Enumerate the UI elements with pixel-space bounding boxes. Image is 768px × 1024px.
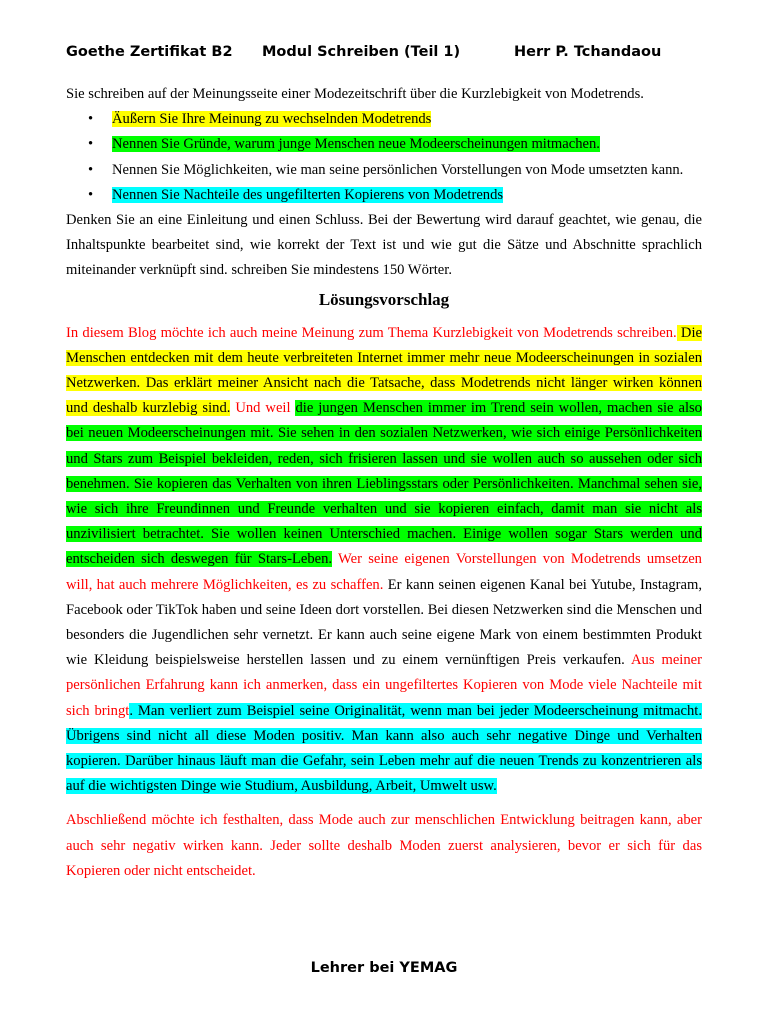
page-header [66,44,702,64]
task-bullet-text: Nennen Sie Nachteile des ungefilterten Kopierens von Modetrends [112,186,504,203]
task-bullet-text: Nennen Sie Gründe, warum junge Menschen neue Modeerscheinungen mitmachen. [112,136,600,153]
solution-point-3-text: Er kann seinen eigenen Kanal bei Yutube, Instagram, Facebook oder TikTok haben und seine Ideen dort vorstellen. Bei diesen Netzwerken sind die Menschen und besonders die Jugendlichen sehr vernetzt. Er kann auch seine eigene Mark von einem bestimmten Produkt wie Kleidung beispielsweise herstellen lassen und zu einem vernünftigen Preis verkaufen. [66,576,702,669]
task-bullet-item [112,183,702,208]
task-bullet-item [112,132,702,157]
solution-point-3-intro: Wer seine eigenen Vorstellungen von Modetrends umsetzen will, hat auch mehrere Möglichkeiten, es zu schaffen. [66,551,702,593]
solution-title: Lösungsvorschlag [318,289,450,309]
solution-point-1-text: Die Menschen entdecken mit dem heute verbreiteten Internet immer mehr neue Modeerscheinungen in sozialen Netzwerken. Das erklärt meiner Ansicht nach die Tatsache, dass Modetrends nicht länger wirken können und deshalb kurzlebig sind. [66,324,702,417]
task-bullet-text: Nennen Sie Möglichkeiten, wie man seine persönlichen Vorstellungen von Mode umsetzten kann. [112,161,684,178]
solution-paragraph [66,321,702,800]
solution-point-4-intro: Aus meiner persönlichen Erfahrung kann ich anmerken, dass ein ungefiltertes Kopieren von Mode viele Nachteile mit sich bringt [66,652,702,719]
task-bullet-item [112,107,702,132]
solution-point-2-text: die jungen Menschen immer im Trend sein wollen, machen sie also bei neuen Modeerscheinungen mit. Sie sehen in den sozialen Netzwerken, wie sich einige Persönlichkeiten und Stars zum Beispiel bekleiden, reden, sich frisieren lassen und sie wollen auch so aussehen oder sich benehmen. Sie kopieren das Verhalten von ihren Lieblingsstars oder Persönlichkeiten. Manchmal sehen sie, wie sich ihre Freundinnen und Freunde verhalten und sie kopieren einfach, damit man sie nicht als unzivilisiert betrachtet. Sie wollen keinen Unterschied machen. Einige wollen sogar Stars werden und entscheiden sich deswegen für Stars-Leben. [66,400,702,568]
solution-point-4-text: . Man verliert zum Beispiel seine Originalität, wenn man bei jeder Modeerscheinung mitmacht. Übrigens sind nicht all diese Moden positiv. Man kann also auch sehr negative Dinge und Verhalten kopieren. Darüber hinaus läuft man die Gefahr, sein Leben mehr auf die neuen Trends zu konzentrieren als auf die wichtigsten Dinge wie Studium, Ausbildung, Arbeit, Umwelt usw. [66,702,702,795]
task-instructions: Denken Sie an eine Einleitung und einen Schluss. Bei der Bewertung wird darauf geachtet, wie genau, die Inhaltspunkte bearbeitet sind, wie korrekt der Text ist und wie gut die Sätze und Abschnitte sprachlich miteinander verknüpft sind. schreiben Sie mindestens 150 Wörter. [66,212,702,279]
header-exam-title: Goethe Zertifikat B2 [66,44,233,60]
solution-transition-text: Und weil [230,400,296,417]
solution-conclusion: Abschließend möchte ich festhalten, dass Mode auch zur menschlichen Entwicklung beitragen kann, aber auch sehr negativ wirken kann. Jeder sollte deshalb Moden zuerst analysieren, bevor er sich für das Kopieren oder nicht entscheidet. [66,812,702,879]
document-body [66,82,702,884]
solution-intro-text: In diesem Blog möchte ich auch meine Meinung zum Thema Kurzlebigkeit von Modetrends schreiben. [66,324,677,341]
task-intro: Sie schreiben auf der Meinungsseite einer Modezeitschrift über die Kurzlebigkeit von Modetrends. [66,86,644,102]
header-teacher-name: Herr P. Tchandaou [514,44,662,60]
task-bullet-text: Äußern Sie Ihre Meinung zu wechselnden Modetrends [112,111,432,128]
task-bullet-item [112,158,702,183]
header-module-title: Modul Schreiben (Teil 1) [262,44,461,60]
task-bullet-list [66,107,702,208]
page-footer: Lehrer bei YEMAG [310,960,458,976]
